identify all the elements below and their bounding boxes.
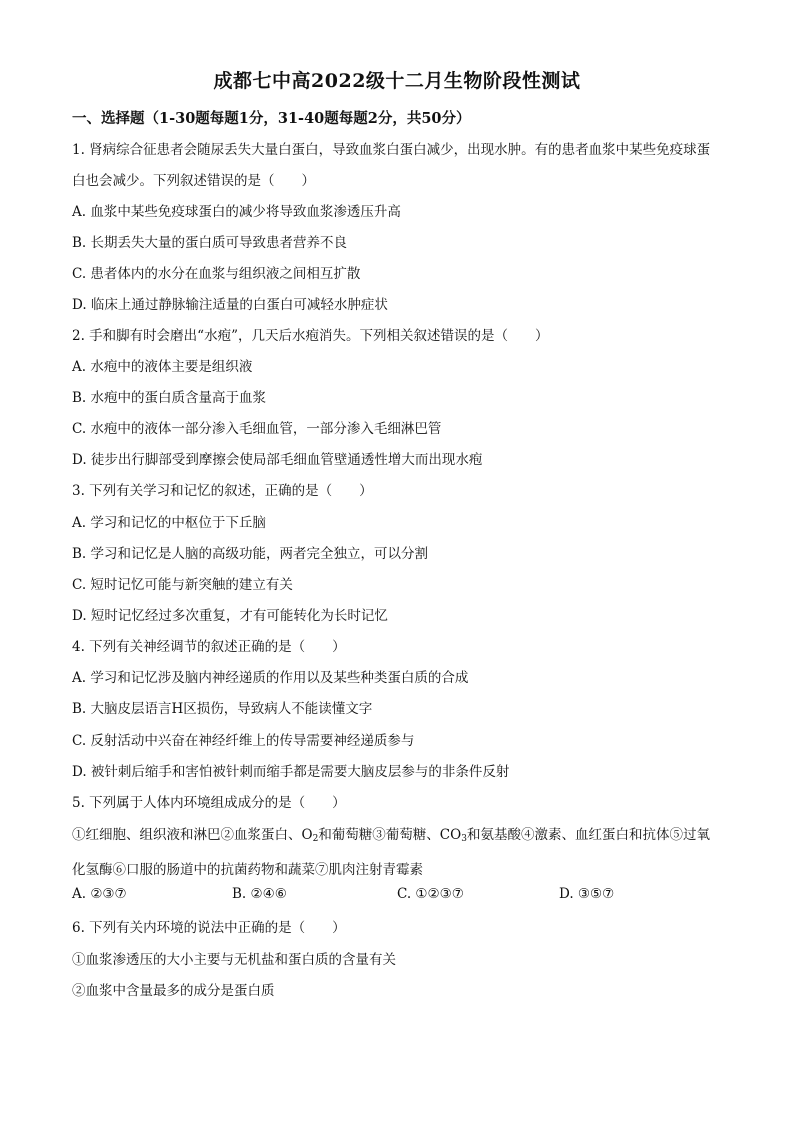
- question-5-stem: 5. 下列属于人体内环境组成成分的是（ ）: [72, 795, 346, 811]
- question-5-items-part-c: 和氨基酸④激素、血红蛋白和抗体⑤过氧化氢酶⑥口服的肠道中的抗菌药物和蔬菜⑦肌肉注射青霉素: [72, 827, 710, 878]
- question-3-option-a: A. 学习和记忆的中枢位于下丘脑: [72, 515, 266, 531]
- question-5-options: [72, 886, 722, 908]
- subscript-2: 2: [312, 834, 319, 844]
- question-4-option-b: B. 大脑皮层语言H区损伤，导致病人不能读懂文字: [72, 701, 373, 717]
- question-4-option-c: C. 反射活动中兴奋在神经纤维上的传导需要神经递质参与: [72, 733, 415, 749]
- question-1-option-a: A. 血浆中某些免疫球蛋白的减少将导致血浆渗透压升高: [72, 204, 401, 220]
- question-2-option-d: D. 徒步出行脚部受到摩擦会使局部毛细血管壁通透性增大而出现水疱: [72, 452, 483, 468]
- question-6-statement-2: ②血浆中含量最多的成分是蛋白质: [72, 983, 275, 999]
- question-4-option-a: A. 学习和记忆涉及脑内神经递质的作用以及某些种类蛋白质的合成: [72, 670, 469, 686]
- question-1-option-b: B. 长期丢失大量的蛋白质可导致患者营养不良: [72, 235, 348, 251]
- question-2-stem: 2. 手和脚有时会磨出“水疱”，几天后水疱消失。下列相关叙述错误的是（ ）: [72, 328, 549, 344]
- question-4-option-d: D. 被针刺后缩手和害怕被针刺而缩手都是需要大脑皮层参与的非条件反射: [72, 764, 510, 780]
- question-3-option-b: B. 学习和记忆是人脑的高级功能，两者完全独立，可以分割: [72, 546, 429, 562]
- question-1-option-c: C. 患者体内的水分在血浆与组织液之间相互扩散: [72, 266, 361, 282]
- page-title: 成都七中高2022级十二月生物阶段性测试: [213, 70, 581, 92]
- question-6-statement-1: ①血浆渗透压的大小主要与无机盐和蛋白质的含量有关: [72, 952, 396, 968]
- section-heading: 一、选择题（1-30题每题1分，31-40题每题2分，共50分）: [72, 110, 471, 127]
- question-3-stem: 3. 下列有关学习和记忆的叙述，正确的是（ ）: [72, 483, 373, 499]
- question-1-option-d: D. 临床上通过静脉输注适量的白蛋白可减轻水肿症状: [72, 297, 388, 313]
- question-5-items-part-b: 和葡萄糖③葡萄糖、CO: [318, 827, 462, 843]
- question-4-stem: 4. 下列有关神经调节的叙述正确的是（ ）: [72, 639, 346, 655]
- question-1-stem: 1. 肾病综合征患者会随尿丢失大量白蛋白，导致血浆白蛋白减少，出现水肿。有的患者血浆中某些免疫球蛋白也会减少。下列叙述错误的是（ ）: [72, 142, 711, 189]
- question-2-option-b: B. 水疱中的蛋白质含量高于血浆: [72, 390, 267, 406]
- question-6-stem: 6. 下列有关内环境的说法中正确的是（ ）: [72, 920, 346, 936]
- question-3-option-d: D. 短时记忆经过多次重复，才有可能转化为长时记忆: [72, 608, 388, 624]
- question-5-option-a: A. ②③⑦: [72, 886, 127, 902]
- question-3-option-c: C. 短时记忆可能与新突触的建立有关: [72, 577, 293, 593]
- question-5-option-c: C. ①②③⑦: [397, 886, 464, 902]
- question-5-option-d: D. ③⑤⑦: [559, 886, 615, 902]
- question-2-option-c: C. 水疱中的液体一部分渗入毛细血管，一部分渗入毛细淋巴管: [72, 421, 442, 437]
- question-2-option-a: A. 水疱中的液体主要是组织液: [72, 359, 253, 375]
- question-5-items: [72, 820, 722, 886]
- question-5-option-b: B. ②④⑥: [232, 886, 287, 902]
- subscript-3: 3: [461, 834, 467, 844]
- question-5-items-part-a: ①红细胞、组织液和淋巴②血浆蛋白、O: [72, 827, 313, 843]
